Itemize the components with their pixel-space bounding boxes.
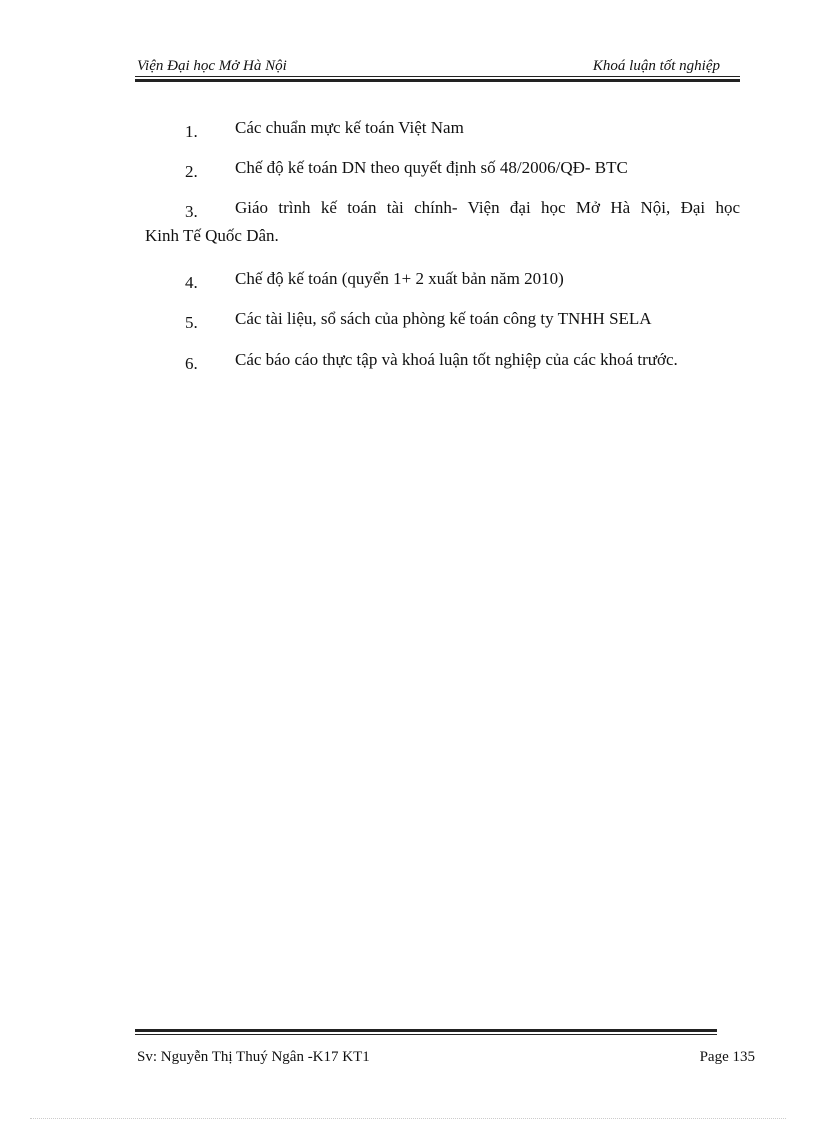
reference-number: 1.: [185, 122, 198, 141]
reference-text: Chế độ kế toán DN theo quyết định số 48/2006/QĐ- BTC: [235, 158, 628, 177]
reference-number: 6.: [185, 354, 198, 373]
page-header: [135, 58, 740, 78]
footer-rule-thick: [135, 1029, 717, 1032]
reference-number: 2.: [185, 162, 198, 181]
page-bottom-border: [30, 1118, 786, 1119]
page-number: Page 135: [699, 1049, 755, 1065]
reference-text: Các báo cáo thực tập và khoá luận tốt nghiệp của các khoá trước.: [235, 350, 678, 369]
reference-number: 3.: [185, 202, 198, 221]
reference-text: Chế độ kế toán (quyển 1+ 2 xuất bản năm 2010): [235, 269, 564, 288]
reference-text: Các chuẩn mực kế toán Việt Nam: [235, 118, 464, 137]
footer-rule: [135, 1034, 717, 1035]
reference-text: Giáo trình kế toán tài chính- Viện đại học Mở Hà Nội, Đại học: [235, 198, 740, 217]
reference-text-continuation: Kinh Tế Quốc Dân.: [145, 226, 279, 245]
header-institution: Viện Đại học Mở Hà Nội: [137, 58, 287, 74]
reference-text: Các tài liệu, sổ sách của phòng kế toán công ty TNHH SELA: [235, 309, 652, 328]
reference-number: 4.: [185, 273, 198, 292]
header-rule: [135, 76, 740, 77]
header-doc-type: Khoá luận tốt nghiệp: [592, 58, 720, 74]
header-rule-thick: [135, 79, 740, 82]
footer-author: Sv: Nguyễn Thị Thuý Ngân -K17 KT1: [137, 1049, 370, 1065]
reference-number: 5.: [185, 313, 198, 332]
